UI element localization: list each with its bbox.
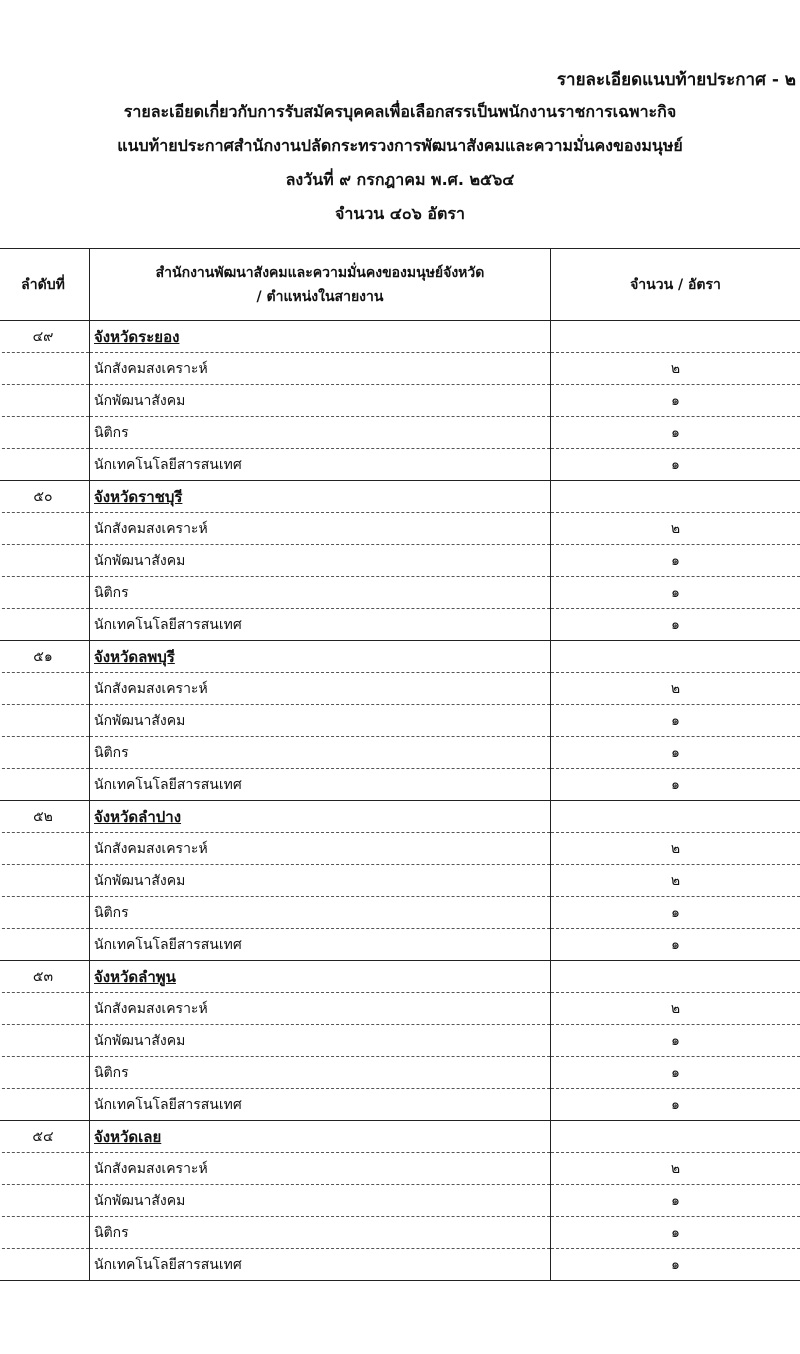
position-title: นักพัฒนาสังคม [90, 545, 551, 577]
position-title: นักพัฒนาสังคม [90, 1025, 551, 1057]
count-cell-empty [551, 961, 800, 993]
position-count: ๒ [551, 673, 800, 705]
position-row [0, 1185, 800, 1217]
position-row [0, 865, 800, 897]
position-count: ๑ [551, 609, 800, 641]
province-row [0, 641, 800, 673]
position-row [0, 1249, 800, 1281]
row-number-empty [0, 1089, 90, 1121]
position-row [0, 417, 800, 449]
position-count: ๑ [551, 545, 800, 577]
position-row [0, 1217, 800, 1249]
province-row [0, 321, 800, 353]
position-count: ๑ [551, 929, 800, 961]
row-number-empty [0, 353, 90, 385]
position-count: ๒ [551, 993, 800, 1025]
province-name: จังหวัดเลย [90, 1121, 551, 1153]
position-title: นักเทคโนโลยีสารสนเทศ [90, 929, 551, 961]
position-row [0, 385, 800, 417]
annex-label: รายละเอียดแนบท้ายประกาศ - ๒ [556, 70, 796, 90]
position-count: ๑ [551, 897, 800, 929]
province-row [0, 1121, 800, 1153]
position-title: นักสังคมสงเคราะห์ [90, 993, 551, 1025]
header-number: ลำดับที่ [0, 249, 90, 321]
heading-line-1: รายละเอียดเกี่ยวกับการรับสมัครบุคคลเพื่อเลือกสรรเป็นพนักงานราชการเฉพาะกิจ [123, 102, 677, 121]
province-name: จังหวัดลำพูน [90, 961, 551, 993]
row-number-empty [0, 1025, 90, 1057]
position-title: นิติกร [90, 737, 551, 769]
count-cell-empty [551, 481, 800, 513]
position-count: ๑ [551, 417, 800, 449]
position-title: นิติกร [90, 1057, 551, 1089]
position-title: นักพัฒนาสังคม [90, 705, 551, 737]
position-count: ๑ [551, 1025, 800, 1057]
heading-date: ลงวันที่ ๙ กรกฎาคม พ.ศ. ๒๕๖๔ [285, 170, 515, 189]
row-number: ๕๑ [0, 641, 90, 673]
position-title: นิติกร [90, 577, 551, 609]
position-count: ๒ [551, 513, 800, 545]
row-number-empty [0, 769, 90, 801]
count-cell-empty [551, 641, 800, 673]
province-row [0, 961, 800, 993]
position-row [0, 929, 800, 961]
count-cell-empty [551, 1121, 800, 1153]
position-title: นิติกร [90, 1217, 551, 1249]
position-count: ๑ [551, 1185, 800, 1217]
province-name: จังหวัดราชบุรี [90, 481, 551, 513]
position-title: นักเทคโนโลยีสารสนเทศ [90, 1089, 551, 1121]
row-number: ๕๓ [0, 961, 90, 993]
row-number-empty [0, 545, 90, 577]
row-number-empty [0, 1057, 90, 1089]
position-row [0, 705, 800, 737]
position-title: นิติกร [90, 897, 551, 929]
row-number-empty [0, 577, 90, 609]
position-row [0, 609, 800, 641]
position-row [0, 673, 800, 705]
position-title: นักสังคมสงเคราะห์ [90, 353, 551, 385]
province-name: จังหวัดลพบุรี [90, 641, 551, 673]
positions-table [0, 248, 800, 1281]
position-count: ๑ [551, 769, 800, 801]
position-title: นักเทคโนโลยีสารสนเทศ [90, 769, 551, 801]
position-count: ๑ [551, 737, 800, 769]
row-number: ๕๔ [0, 1121, 90, 1153]
position-row [0, 577, 800, 609]
position-count: ๑ [551, 1089, 800, 1121]
position-row [0, 1153, 800, 1185]
position-row [0, 769, 800, 801]
row-number-empty [0, 1153, 90, 1185]
position-title: นักสังคมสงเคราะห์ [90, 833, 551, 865]
position-title: นักพัฒนาสังคม [90, 1185, 551, 1217]
position-count: ๑ [551, 1217, 800, 1249]
row-number: ๔๙ [0, 321, 90, 353]
province-name: จังหวัดระยอง [90, 321, 551, 353]
province-name: จังหวัดลำปาง [90, 801, 551, 833]
row-number-empty [0, 865, 90, 897]
row-number-empty [0, 737, 90, 769]
row-number-empty [0, 385, 90, 417]
position-count: ๑ [551, 449, 800, 481]
position-row [0, 449, 800, 481]
table-body [0, 321, 800, 1281]
province-row [0, 801, 800, 833]
position-count: ๑ [551, 385, 800, 417]
position-title: นักเทคโนโลยีสารสนเทศ [90, 449, 551, 481]
row-number-empty [0, 897, 90, 929]
position-title: นิติกร [90, 417, 551, 449]
row-number-empty [0, 1217, 90, 1249]
header-count: จำนวน / อัตรา [551, 249, 800, 321]
count-cell-empty [551, 801, 800, 833]
position-count: ๒ [551, 353, 800, 385]
position-title: นักเทคโนโลยีสารสนเทศ [90, 1249, 551, 1281]
position-count: ๑ [551, 705, 800, 737]
position-count: ๒ [551, 865, 800, 897]
position-row [0, 513, 800, 545]
header-office [90, 249, 551, 321]
row-number-empty [0, 929, 90, 961]
row-number-empty [0, 673, 90, 705]
row-number: ๕๐ [0, 481, 90, 513]
row-number-empty [0, 833, 90, 865]
position-title: นักพัฒนาสังคม [90, 865, 551, 897]
row-number: ๕๒ [0, 801, 90, 833]
position-title: นักสังคมสงเคราะห์ [90, 513, 551, 545]
position-title: นักสังคมสงเคราะห์ [90, 1153, 551, 1185]
position-row [0, 1057, 800, 1089]
position-title: นักเทคโนโลยีสารสนเทศ [90, 609, 551, 641]
row-number-empty [0, 449, 90, 481]
row-number-empty [0, 1185, 90, 1217]
heading-total: จำนวน ๔๐๖ อัตรา [335, 204, 465, 223]
position-row [0, 1025, 800, 1057]
position-row [0, 545, 800, 577]
position-row [0, 833, 800, 865]
row-number-empty [0, 1249, 90, 1281]
row-number-empty [0, 993, 90, 1025]
position-title: นักสังคมสงเคราะห์ [90, 673, 551, 705]
position-count: ๑ [551, 577, 800, 609]
table-header-row [0, 249, 800, 321]
position-row [0, 897, 800, 929]
position-count: ๑ [551, 1249, 800, 1281]
position-count: ๑ [551, 1057, 800, 1089]
position-count: ๒ [551, 1153, 800, 1185]
position-title: นักพัฒนาสังคม [90, 385, 551, 417]
row-number-empty [0, 513, 90, 545]
row-number-empty [0, 417, 90, 449]
heading-line-2: แนบท้ายประกาศสำนักงานปลัดกระทรวงการพัฒนาสังคมและความมั่นคงของมนุษย์ [117, 136, 683, 155]
header-office-line-1: สำนักงานพัฒนาสังคมและความมั่นคงของมนุษย์จังหวัด [155, 264, 485, 281]
row-number-empty [0, 609, 90, 641]
row-number-empty [0, 705, 90, 737]
position-row [0, 353, 800, 385]
position-row [0, 993, 800, 1025]
position-count: ๒ [551, 833, 800, 865]
position-row [0, 737, 800, 769]
position-row [0, 1089, 800, 1121]
province-row [0, 481, 800, 513]
count-cell-empty [551, 321, 800, 353]
header-office-line-2: / ตำแหน่งในสายงาน [256, 288, 384, 305]
